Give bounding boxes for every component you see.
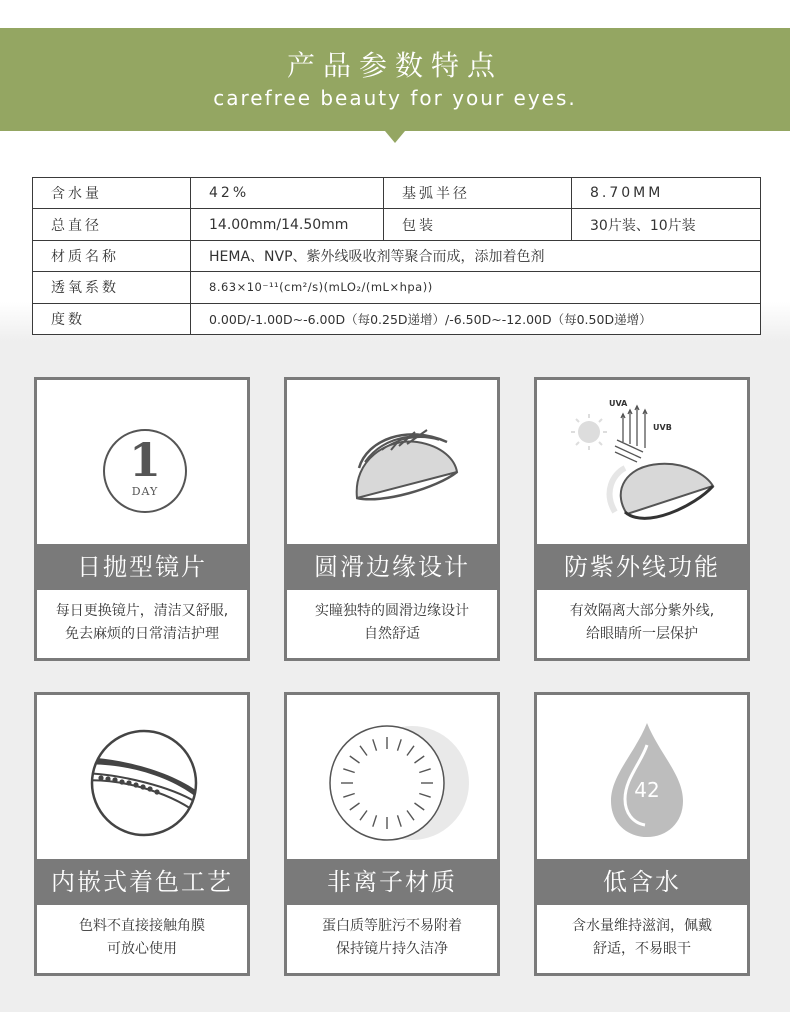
spec-value: 30片装、10片装 <box>572 209 761 240</box>
smooth-edge-lens-icon <box>287 380 497 544</box>
feature-desc-line: 含水量维持滋润，佩戴 <box>572 918 712 934</box>
feature-card-non-ionic <box>284 692 500 976</box>
uv-protection-icon <box>537 380 747 544</box>
one-day-icon <box>37 380 247 544</box>
feature-card-embedded-color <box>34 692 250 976</box>
feature-desc-line: 蛋白质等脏污不易附着 <box>322 918 462 934</box>
one-day-number: 1 <box>128 433 162 487</box>
spec-row <box>33 209 761 240</box>
spec-label: 透氧系数 <box>33 272 191 303</box>
feature-title: 低含水 <box>537 859 747 905</box>
one-day-label: DAY <box>131 485 159 498</box>
spec-label: 度数 <box>33 303 191 334</box>
feature-desc-line: 舒适，不易眼干 <box>593 941 691 957</box>
spec-value: HEMA、NVP、紫外线吸收剂等聚合而成，添加着色剂 <box>191 240 761 271</box>
spec-table <box>32 177 761 335</box>
spec-row <box>33 240 761 271</box>
feature-desc-line: 自然舒适 <box>364 626 420 642</box>
spec-label: 含水量 <box>33 178 191 209</box>
feature-description <box>291 600 493 646</box>
header-banner <box>0 28 790 131</box>
feature-description <box>41 600 243 646</box>
feature-title: 防紫外线功能 <box>537 544 747 590</box>
feature-description <box>541 600 743 646</box>
feature-card-daily <box>34 377 250 661</box>
water-drop-value: 42 <box>634 778 660 802</box>
page-subtitle: carefree beauty for your eyes. <box>213 86 577 110</box>
page-title: 产品参数特点 <box>286 49 503 82</box>
spec-value: 0.00D/-1.00D~-6.00D（每0.25D递增）/-6.50D~-12.00D（每0.50D递增） <box>191 303 761 334</box>
spec-value: 42% <box>191 178 384 209</box>
feature-desc-line: 可放心使用 <box>107 941 177 957</box>
uvb-label: UVB <box>653 423 672 432</box>
feature-desc-line: 实瞳独特的圆滑边缘设计 <box>315 603 469 619</box>
feature-card-low-water <box>534 692 750 976</box>
feature-description <box>291 915 493 961</box>
spec-value: 14.00mm/14.50mm <box>191 209 384 240</box>
spec-value: 8.70MM <box>572 178 761 209</box>
feature-desc-line: 给眼睛所一层保护 <box>586 626 698 642</box>
feature-desc-line: 保持镜片持久洁净 <box>336 941 448 957</box>
embedded-color-icon <box>37 695 247 859</box>
spec-row <box>33 303 761 334</box>
spec-label: 材质名称 <box>33 240 191 271</box>
feature-title: 非离子材质 <box>287 859 497 905</box>
spec-row <box>33 272 761 303</box>
feature-desc-line: 有效隔离大部分紫外线, <box>569 603 715 619</box>
spec-value: 8.63×10⁻¹¹(cm²/s)(mLO₂/(mL×hpa)) <box>191 272 761 303</box>
feature-desc-line: 每日更换镜片，清洁又舒服, <box>55 603 229 619</box>
non-ionic-icon <box>287 695 497 859</box>
feature-desc-line: 免去麻烦的日常清洁护理 <box>65 626 219 642</box>
feature-title: 日抛型镜片 <box>37 544 247 590</box>
water-drop-icon <box>537 695 747 859</box>
feature-description <box>41 915 243 961</box>
spec-label: 总直径 <box>33 209 191 240</box>
feature-title: 圆滑边缘设计 <box>287 544 497 590</box>
feature-card-uv <box>534 377 750 661</box>
feature-desc-line: 色料不直接接触角膜 <box>79 918 205 934</box>
uva-label: UVA <box>609 399 628 408</box>
feature-card-smooth-edge <box>284 377 500 661</box>
spec-row <box>33 178 761 209</box>
banner-arrow-icon <box>385 131 405 143</box>
spec-label: 基弧半径 <box>384 178 572 209</box>
feature-title: 内嵌式着色工艺 <box>37 859 247 905</box>
feature-description <box>541 915 743 961</box>
spec-label: 包装 <box>384 209 572 240</box>
